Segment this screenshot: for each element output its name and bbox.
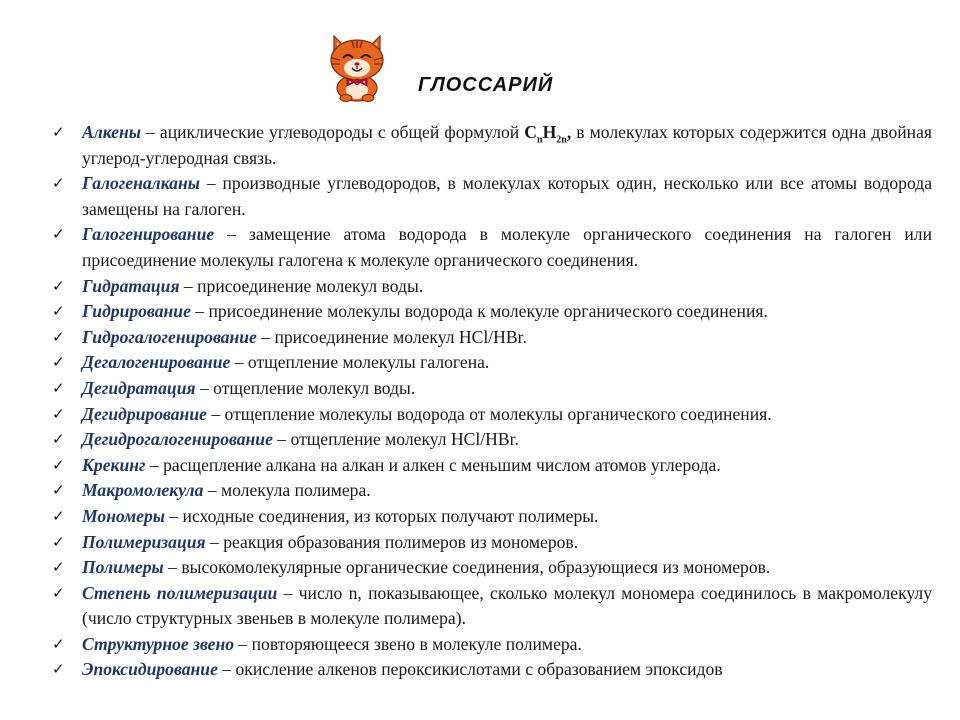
term-dash: –	[256, 326, 275, 347]
glossary-entry	[52, 274, 932, 300]
formula-subscript-n: n	[537, 134, 543, 146]
glossary-term: Гидрирование	[82, 301, 191, 322]
glossary-entry	[52, 402, 932, 428]
checkmark-icon: ✓	[52, 404, 65, 423]
glossary-definition: присоединение молекулы водорода к молекуле органического соединения.	[208, 301, 768, 322]
glossary-term: Крекинг	[82, 454, 146, 475]
glossary-term: Дегидрогалогенирование	[82, 429, 273, 450]
checkmark-icon: ✓	[52, 558, 65, 577]
checkmark-icon: ✓	[52, 353, 65, 372]
glossary-entry	[52, 427, 932, 453]
glossary-term: Дегалогенирование	[82, 352, 231, 373]
term-dash: –	[179, 275, 198, 296]
glossary-definition: отщепление молекулы водорода от молекулы органического соединения.	[224, 403, 772, 424]
term-dash: –	[203, 480, 221, 501]
glossary-term: Алкены	[82, 122, 141, 142]
glossary-definition: повторяющееся звено в молекуле полимера.	[251, 633, 582, 654]
glossary-entry	[52, 555, 932, 581]
glossary-term: Структурное звено	[82, 633, 235, 654]
term-dash: –	[272, 429, 291, 450]
checkmark-icon: ✓	[52, 302, 65, 321]
glossary-term: Макромолекула	[82, 480, 204, 501]
formula-subscript-2n: 2n	[556, 134, 567, 146]
glossary-definition: окисление алкенов пероксикислотами с образованием эпоксидов	[235, 659, 723, 680]
term-dash: –	[195, 377, 214, 398]
term-dash: –	[140, 122, 160, 142]
glossary-term: Гидратация	[82, 275, 180, 296]
glossary-definition: реакция образования полимеров из мономеров.	[223, 531, 579, 552]
formula-comma: ,	[566, 122, 572, 142]
formula-carbon: C	[524, 122, 538, 142]
chemical-formula	[524, 122, 572, 146]
glossary-term: Мономеры	[82, 505, 165, 526]
term-dash: –	[206, 403, 225, 424]
glossary-term: Дегидрирование	[82, 403, 207, 424]
formula-hydrogen: H	[542, 122, 557, 142]
glossary-definition: присоединение молекул воды.	[197, 275, 424, 296]
glossary-definition: замещение атома водорода в молекуле органического соединения на галоген или присоединение молекулы галогена к молекуле органического соединения.	[82, 224, 932, 270]
term-dash: –	[164, 505, 183, 526]
glossary-entry	[52, 632, 932, 658]
glossary-entry	[52, 171, 932, 222]
term-dash: –	[205, 531, 224, 552]
glossary-term: Галогеналканы	[82, 173, 200, 194]
glossary-term: Галогенирование	[82, 224, 215, 245]
glossary-definition: исходные соединения, из которых получают полимеры.	[182, 505, 599, 526]
term-dash: –	[234, 633, 252, 654]
glossary-definition: отщепление молекул воды.	[213, 377, 416, 398]
glossary-definition: производные углеводородов, в молекулах которых один, несколько или все атомы водорода замещены на галоген.	[82, 173, 933, 219]
checkmark-icon: ✓	[52, 455, 65, 474]
glossary-entry	[52, 530, 932, 556]
checkmark-icon: ✓	[52, 225, 65, 244]
glossary-definition: отщепление молекул HCl/HBr.	[290, 429, 519, 450]
glossary-list	[52, 120, 932, 683]
glossary-entry	[52, 657, 932, 683]
glossary-entry	[52, 453, 932, 479]
glossary-term: Полимеризация	[82, 531, 206, 552]
checkmark-icon: ✓	[52, 532, 65, 551]
term-dash: –	[214, 224, 249, 245]
glossary-definition: ациклические углеводороды с общей формулой	[159, 122, 525, 142]
glossary-term: Полимеры	[82, 557, 164, 578]
glossary-definition: отщепление молекулы галогена.	[247, 352, 490, 373]
page-title: ГЛОССАРИЙ	[418, 74, 554, 96]
glossary-definition: число n, показывающее, сколько молекул мономера соединилось в макромолекулу (число структурных звеньев в молекуле полимера).	[82, 582, 933, 629]
term-dash: –	[230, 352, 248, 373]
glossary-entry	[52, 299, 932, 325]
term-dash: –	[277, 582, 299, 603]
glossary-definition: расщепление алкана на алкан и алкен с меньшим числом атомов углерода.	[163, 454, 721, 475]
checkmark-icon: ✓	[52, 583, 65, 602]
checkmark-icon: ✓	[52, 327, 65, 346]
checkmark-icon: ✓	[52, 660, 65, 679]
glossary-definition: присоединение молекул HCl/HBr.	[274, 326, 527, 347]
glossary-entry	[52, 581, 932, 632]
glossary-definition: молекула полимера.	[220, 480, 371, 501]
glossary-entry	[52, 222, 932, 273]
checkmark-icon: ✓	[52, 481, 65, 500]
glossary-entry	[52, 504, 932, 530]
term-dash: –	[145, 454, 164, 475]
term-dash: –	[163, 557, 182, 578]
glossary-term: Дегидратация	[82, 377, 196, 398]
cat-mascot-icon	[322, 30, 392, 102]
glossary-entry-alkenes	[52, 120, 932, 171]
glossary-entry	[52, 376, 932, 402]
glossary-entry	[52, 350, 932, 376]
glossary-definition-cont: в молекулах которых содержится одна двойная углерод-углеродная связь.	[82, 122, 932, 168]
checkmark-icon: ✓	[52, 378, 65, 397]
term-dash: –	[217, 659, 236, 680]
glossary-entry	[52, 325, 932, 351]
glossary-definition: высокомолекулярные органические соединения, образующиеся из мономеров.	[181, 557, 771, 578]
checkmark-icon: ✓	[52, 174, 65, 193]
checkmark-icon: ✓	[52, 634, 65, 653]
term-dash: –	[199, 173, 223, 194]
term-dash: –	[190, 301, 209, 322]
checkmark-icon: ✓	[52, 123, 65, 141]
checkmark-icon: ✓	[52, 276, 65, 295]
checkmark-icon: ✓	[52, 506, 65, 525]
glossary-term: Эпоксидирование	[82, 659, 218, 680]
glossary-term: Гидрогалогенирование	[82, 326, 257, 347]
checkmark-icon: ✓	[52, 430, 65, 449]
glossary-term: Степень полимеризации	[82, 582, 278, 603]
glossary-entry	[52, 478, 932, 504]
